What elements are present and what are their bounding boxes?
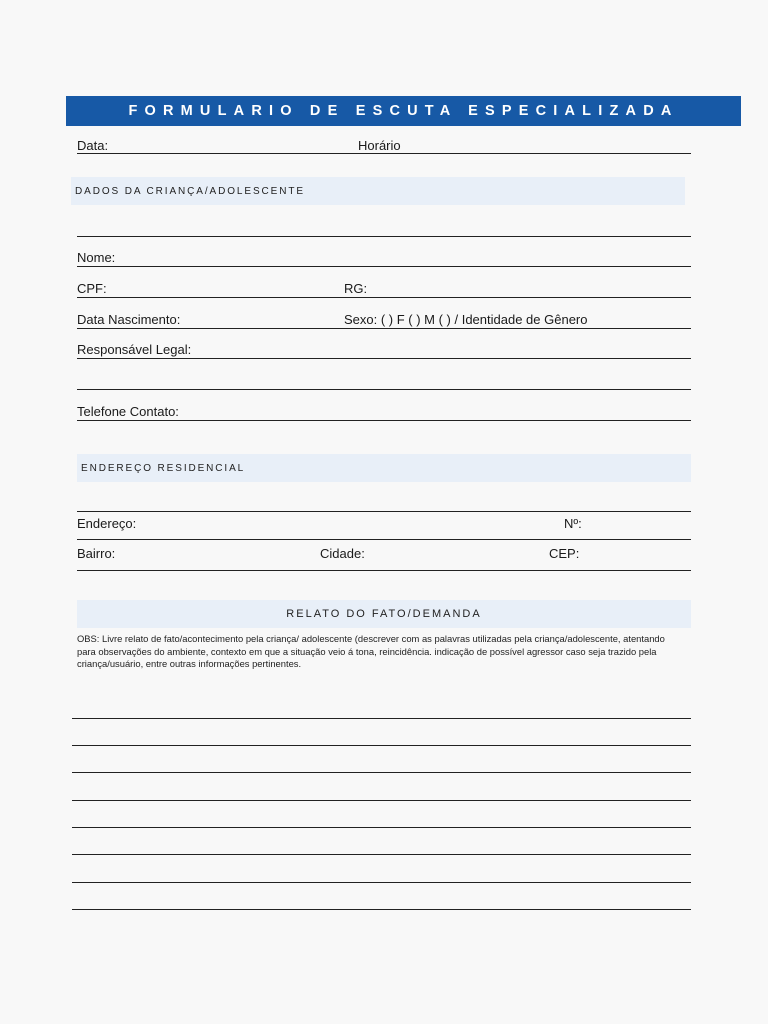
report-writing-line[interactable] xyxy=(72,854,691,855)
cidade-label: Cidade: xyxy=(320,546,365,561)
rg-label: RG: xyxy=(344,281,368,296)
sexo-label: Sexo: ( ) F ( ) M ( ) / Identidade de Gênero xyxy=(344,312,588,327)
cpf-rg-field-line[interactable] xyxy=(77,297,691,298)
blank-field-line[interactable] xyxy=(77,511,691,512)
bairro-cidade-cep-field-line[interactable] xyxy=(77,570,691,571)
section-address-header xyxy=(77,454,691,482)
telefone-contato-field-line[interactable] xyxy=(77,420,691,421)
report-writing-line[interactable] xyxy=(72,909,691,910)
endereco-field-line[interactable] xyxy=(77,539,691,540)
telefone-contato-label: Telefone Contato: xyxy=(77,404,179,419)
report-writing-line[interactable] xyxy=(72,800,691,801)
nome-label: Nome: xyxy=(77,250,116,265)
bairro-label: Bairro: xyxy=(77,546,116,561)
blank-field-line[interactable] xyxy=(77,236,691,237)
cpf-label: CPF: xyxy=(77,281,107,296)
report-writing-line[interactable] xyxy=(72,772,691,773)
observation-note: OBS: Livre relato de fato/acontecimento pela criança/ adolescente (descrever com as palavras utilizadas pela criança/adolescente, atentando para observações do ambiente, contexto em que a situação veio á tona, reincidência. indicação de possível agressor caso seja trazido pela criança/usuário, entre outras informações pertinentes. xyxy=(77,633,665,669)
blank-field-line[interactable] xyxy=(77,389,691,390)
report-writing-line[interactable] xyxy=(72,718,691,719)
section-address-heading: ENDEREÇO RESIDENCIAL xyxy=(81,462,246,474)
form-title: FORMULARIO DE ESCUTA ESPECIALIZADA xyxy=(128,103,679,119)
nascimento-sexo-field-line[interactable] xyxy=(77,328,691,329)
section-child-data-header xyxy=(71,177,685,205)
section-report-header xyxy=(77,600,691,628)
cep-label: CEP: xyxy=(549,546,580,561)
endereco-label: Endereço: xyxy=(77,516,137,531)
data-label: Data: xyxy=(77,138,109,153)
section-child-data-heading: DADOS DA CRIANÇA/ADOLESCENTE xyxy=(75,185,305,197)
report-writing-line[interactable] xyxy=(72,745,691,746)
data-nascimento-label: Data Nascimento: xyxy=(77,312,181,327)
nome-field-line[interactable] xyxy=(77,266,691,267)
horario-label: Horário xyxy=(358,138,401,153)
report-writing-line[interactable] xyxy=(72,827,691,828)
responsavel-legal-field-line[interactable] xyxy=(77,358,691,359)
report-writing-line[interactable] xyxy=(72,882,691,883)
section-report-heading: RELATO DO FATO/DEMANDA xyxy=(286,608,482,620)
data-horario-field-line[interactable] xyxy=(77,153,691,154)
numero-label: Nº: xyxy=(564,516,582,531)
form-title-bar xyxy=(66,96,741,126)
responsavel-legal-label: Responsável Legal: xyxy=(77,342,192,357)
